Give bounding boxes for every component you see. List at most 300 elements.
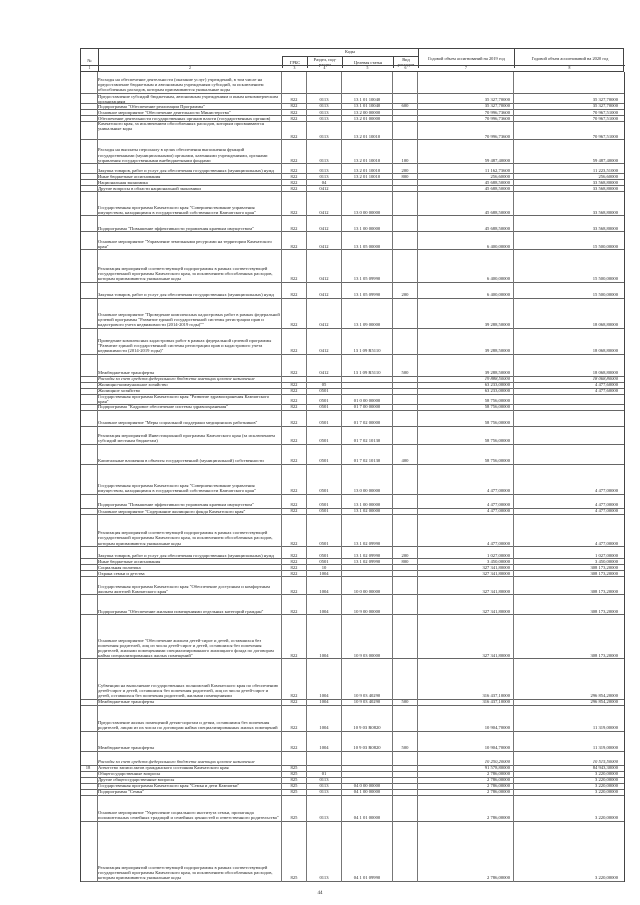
row-section: 0501: [319, 388, 329, 394]
row-grbs: 822: [290, 564, 298, 570]
column-divider: [281, 72, 282, 882]
row-amount-2019: 3 450,00000: [487, 558, 510, 564]
row-target-article: 13 1 00 00000: [353, 502, 381, 508]
row-amount-2019: 39 288,50000: [484, 370, 510, 376]
row-grbs: 822: [290, 692, 298, 698]
row-name: Предоставление жилых помещений детям-сиротам и детям, оставшимся без попечения родителей, лицам из их числа по договорам найма специализированных жилых помещений: [98, 719, 278, 731]
row-target-article: 13 1 05 00000: [353, 243, 381, 249]
row-name: Капитальные вложения в объекты государственной (муниципальной) собственности: [98, 458, 264, 464]
row-target-article: 04 0 00 00000: [353, 783, 381, 789]
row-amount-2019: 327 341,80000: [482, 652, 510, 658]
row-amount-2019: 256,60000: [490, 173, 510, 179]
column-divider: [306, 72, 307, 882]
table-row: [80, 577, 624, 595]
row-section: 0501: [319, 502, 329, 508]
row-amount-2020: 3 220,00000: [595, 789, 618, 795]
row-section: 0412: [319, 243, 329, 249]
row-amount-2020: 18 068,80000: [592, 370, 618, 376]
row-grbs: 822: [290, 382, 298, 388]
table-row: [80, 411, 624, 427]
row-section: 1004: [319, 570, 329, 576]
row-grbs: 822: [290, 173, 298, 179]
row-amount-2020: 308 173,20000: [590, 588, 618, 594]
row-grbs: 822: [290, 109, 298, 115]
row-amount-2019: 11 162,73600: [484, 167, 510, 173]
row-section: 0113: [319, 97, 329, 103]
row-amount-2020: 70 967,51000: [592, 133, 618, 139]
row-grbs: 825: [290, 815, 298, 821]
row-target-article: 13 1 05 09990: [353, 275, 381, 281]
row-name: Расходы на обеспечение деятельности (оказание услуг) учреждений, в том числе на предоставление бюджетным и автономным учреждениям субсидий, за исключением обособленных расходов, которым присваиваются уникальные коды: [98, 77, 264, 93]
row-section: 0412: [319, 322, 329, 328]
row-expense-type: 100: [401, 157, 409, 163]
row-name: Национальная экономика: [98, 179, 148, 185]
row-amount-2019: 35 327,70000: [484, 103, 510, 109]
row-amount-2020: 33 568,80000: [592, 225, 618, 231]
row-name: Государственная программа Камчатского края "Обеспечение доступным и комфортным жильем жителей Камчатского края": [98, 583, 270, 594]
row-name: Предоставление субсидий бюджетным, автономным учреждениям и иным некоммерческим организациям: [98, 93, 278, 104]
row-section: 1004: [319, 698, 329, 704]
row-section: 0113: [319, 783, 329, 789]
row-amount-2019: 6 400,00000: [487, 291, 510, 297]
row-amount-2019: 2 786,00000: [487, 789, 510, 795]
row-amount-2019: 45 688,50000: [484, 225, 510, 231]
row-grbs: 822: [290, 225, 298, 231]
row-section: 0113: [319, 167, 329, 173]
table-row: [80, 547, 624, 559]
row-grbs: 822: [290, 588, 298, 594]
row-amount-2020: 11 319,00000: [592, 725, 618, 731]
row-grbs: 822: [290, 488, 298, 494]
page-number: 44: [317, 891, 323, 896]
row-grbs: 822: [290, 438, 298, 444]
row-amount-2020: 4 477,00000: [595, 508, 618, 514]
row-amount-2019: 2 786,00000: [487, 771, 510, 777]
row-grbs: 825: [290, 789, 298, 795]
colnum-3: 3: [282, 65, 307, 71]
row-section: 0113: [319, 173, 329, 179]
row-amount-2019: 19 888,50000: [484, 376, 510, 382]
row-name: Межбюджетные трансферты: [98, 370, 155, 376]
row-target-article: 10 9 03 00000: [353, 652, 381, 658]
row-section: 0412: [319, 275, 329, 281]
row-name: Основное мероприятие "Обеспечение жильем детей-сирот и детей, оставшихся без попечения родителей, лиц из числа детей-сирот и детей, оставшихся без попечения родителей, жилыми помещениями специализированного жилищного фонда по договорам найма специализированных жилых помещений": [98, 637, 274, 658]
row-amount-2019: 58 756,00000: [484, 404, 510, 410]
row-section: 0501: [319, 508, 329, 514]
row-amount-2019: 2 786,00000: [487, 815, 510, 821]
row-amount-2020: 3 220,00000: [595, 783, 618, 789]
row-target-article: 13 0 00 00000: [353, 209, 381, 215]
row-section: 0113: [319, 103, 329, 109]
row-amount-2019: 63 233,00000: [484, 388, 510, 394]
table-row: [80, 299, 624, 329]
row-grbs: 822: [290, 243, 298, 249]
row-amount-2019: 10 904,70000: [484, 725, 510, 731]
row-amount-2020: 4 477,60000: [595, 388, 618, 394]
row-grbs: 822: [290, 115, 298, 121]
row-grbs: 822: [290, 570, 298, 576]
row-grbs: 825: [290, 771, 298, 777]
row-grbs: 822: [290, 167, 298, 173]
row-amount-2020: 11 319,00000: [592, 745, 618, 751]
row-amount-2019: 58 756,00000: [484, 438, 510, 444]
row-target-article: 10 9 03 R0820: [353, 745, 381, 751]
row-section: 0113: [319, 777, 329, 783]
row-section: 1004: [319, 692, 329, 698]
row-amount-2019: 4 477,00000: [487, 488, 510, 494]
row-expense-type: 200: [401, 291, 409, 297]
row-name: Закупка товаров, работ и услуг для обеспечения государственных (муниципальных) нужд: [98, 552, 274, 558]
row-name: Подпрограмма "Обеспечение реализации Программы": [98, 103, 206, 109]
row-section: 0412: [319, 348, 329, 354]
row-name: Реализация мероприятий соответствующей подпрограммы в рамках соответствующей государственной программы Камчатского края, за исключением обособленных расходов, которым присваиваются уникальные коды: [98, 865, 273, 881]
row-name: Подпрограмма "Обеспечение жилыми помещениями отдельных категорий граждан": [98, 608, 264, 614]
row-target-article: 01 7 02 10130: [353, 458, 381, 464]
colnum-2: 2: [98, 65, 282, 71]
row-amount-2019: 2 786,00000: [487, 875, 510, 881]
row-amount-2019: 327 341,80000: [482, 564, 510, 570]
row-amount-2019: 6 400,00000: [487, 275, 510, 281]
row-expense-type: 200: [401, 552, 409, 558]
header-target: Целевая статья: [342, 56, 393, 68]
row-target-article: 13 1 01 10040: [353, 103, 381, 109]
row-amount-2019: 316 437,10000: [482, 698, 510, 704]
row-section: 10: [321, 564, 327, 570]
row-amount-2019: 59 487,40000: [484, 157, 510, 163]
row-name: Социальная политика: [98, 564, 141, 570]
row-target-article: 13 1 01 10040: [353, 97, 381, 103]
row-name: Реализация мероприятий Инвестиционной программы Камчатского края (за исключением субсидий местным бюджетам): [98, 433, 275, 444]
table-row: [80, 250, 624, 282]
row-section: 0113: [319, 157, 329, 163]
header-plan-2019: Годовой объем ассигнований на 2019 год: [418, 49, 514, 68]
row-grbs: 825: [290, 783, 298, 789]
table-row: [80, 796, 624, 822]
row-grbs: 822: [290, 348, 298, 354]
row-grbs: 822: [290, 133, 298, 139]
row-amount-2020: 308 173,20000: [590, 564, 618, 570]
row-section: 1004: [319, 608, 329, 614]
row-amount-2020: 308 173,20000: [590, 570, 618, 576]
row-amount-2019: 70 996,73600: [484, 115, 510, 121]
row-target-article: 13 2 01 00000: [353, 115, 381, 121]
row-amount-2019: 45 688,50000: [484, 179, 510, 185]
row-name: Подпрограмма "Повышение эффективности управления краевым имуществом": [98, 502, 254, 508]
row-section: 0412: [319, 225, 329, 231]
row-target-article: 13 1 09 00000: [353, 322, 381, 328]
table-row: [80, 659, 624, 699]
row-grbs: 822: [290, 404, 298, 410]
row-section: 0412: [319, 370, 329, 376]
row-grbs: 825: [290, 875, 298, 881]
row-amount-2020: 35 327,70000: [592, 103, 618, 109]
header-section: Раздел, под-раздел: [307, 56, 342, 68]
row-section: 0501: [319, 488, 329, 494]
row-name: Агентство записи актов гражданского состояния Камчатского края: [98, 765, 229, 771]
table-row: [80, 283, 624, 299]
row-amount-2019: 39 288,50000: [484, 322, 510, 328]
colnum-7: 7: [418, 65, 514, 71]
row-target-article: 04 1 01 00000: [353, 815, 381, 821]
row-amount-2020: 296 854,20000: [590, 698, 618, 704]
row-name: Основное мероприятие "Управление земельными ресурсами на территории Камчатского края": [98, 238, 272, 249]
row-name: Межбюджетные трансферты: [98, 745, 155, 751]
row-grbs: 822: [290, 291, 298, 297]
row-grbs: 822: [290, 508, 298, 514]
row-grbs: 822: [290, 540, 298, 546]
table-row: [80, 732, 624, 752]
colnum-6: 6: [393, 65, 418, 71]
table-border: [624, 72, 625, 882]
header-codes: Коды: [282, 49, 418, 57]
row-target-article: 10 9 03 R0820: [353, 725, 381, 731]
row-amount-2020: 308 173,20000: [590, 652, 618, 658]
row-amount-2020: 10 515,50000: [592, 759, 618, 765]
row-amount-2020: 3 220,00000: [595, 771, 618, 777]
row-amount-2019: 70 996,73600: [484, 133, 510, 139]
row-name: Основное мероприятие "Обеспечение деятельности Министерства": [98, 109, 231, 115]
row-amount-2019: 1 027,00000: [487, 552, 510, 558]
row-amount-2019: 316 437,10000: [482, 692, 510, 698]
row-name: Государственная программа Камчатского края "Семья и дети Камчатки": [98, 783, 240, 789]
row-section: 0113: [319, 875, 329, 881]
row-name: Государственная программа Камчатского края "Развитие здравоохранения Камчатского края": [98, 394, 270, 405]
row-grbs: 822: [290, 552, 298, 558]
row-grbs: 822: [290, 502, 298, 508]
row-name: Основное мероприятие "Меры социальной поддержки медицинских работников": [98, 420, 258, 426]
header-grbs: ГРБС: [282, 56, 307, 68]
row-name: Обеспечение деятельности государственных органов власти (государственных органов) Камчатского края, за исключением обособленных расходов, которым присваиваются уникальные коды: [98, 115, 271, 131]
row-target-article: 13 2 01 10010: [353, 157, 381, 163]
table-row: [80, 192, 624, 216]
table-row: [80, 706, 624, 732]
header-exptype: Вид расходов: [393, 56, 418, 68]
row-name: Реализация мероприятий соответствующей подпрограммы в рамках соответствующей государственной программы Камчатского края, за исключением обособленных расходов, которым присваиваются уникальные коды: [98, 530, 273, 546]
table-border: [80, 72, 81, 882]
row-expense-type: 500: [401, 370, 409, 376]
row-section: 0113: [319, 815, 329, 821]
row-grbs: 822: [290, 458, 298, 464]
row-amount-2020: 308 173,20000: [590, 608, 618, 614]
row-target-article: 13 1 02 09990: [353, 552, 381, 558]
row-amount-2019: 4 477,00000: [487, 508, 510, 514]
row-amount-2020: 84 943,30000: [592, 765, 618, 771]
row-name: Реализация мероприятий соответствующей подпрограммы в рамках соответствующей государственной программы Камчатского края, за исключением обособленных расходов, которым присваиваются уникальные коды: [98, 265, 273, 281]
row-amount-2020: 3 450,00000: [595, 558, 618, 564]
row-grbs: 822: [290, 370, 298, 376]
row-target-article: 04 1 01 09990: [353, 875, 381, 881]
row-amount-2020: 33 568,80000: [592, 209, 618, 215]
row-amount-2020: 3 220,00000: [595, 875, 618, 881]
row-amount-2020: 18 068,80000: [592, 348, 618, 354]
row-target-article: 13 2 01 10010: [353, 167, 381, 173]
colnum-4: 4: [307, 65, 342, 71]
row-amount-2019: 58 756,00000: [484, 458, 510, 464]
row-grbs: 822: [290, 398, 298, 404]
row-section: 1004: [319, 588, 329, 594]
table-row: [80, 427, 624, 445]
row-expense-type: 500: [401, 745, 409, 751]
colnum-5: 5: [342, 65, 393, 71]
row-amount-2019: 58 756,00000: [484, 420, 510, 426]
row-section: 0113: [319, 115, 329, 121]
row-section: 0113: [319, 789, 329, 795]
table-row: [80, 822, 624, 882]
row-section: 0412: [319, 291, 329, 297]
row-amount-2019: 45 688,50000: [484, 185, 510, 191]
table-row: [80, 355, 624, 377]
row-target-article: 13 1 09 R5110: [353, 370, 381, 376]
row-amount-2019: 327 341,80000: [482, 588, 510, 594]
table-row: [80, 329, 624, 355]
row-target-article: 13 2 01 10010: [353, 133, 381, 139]
row-grbs: 822: [290, 275, 298, 281]
table-row: [80, 122, 624, 140]
row-target-article: 13 2 01 10010: [353, 173, 381, 179]
row-name: Основное мероприятие "Проведение комплексных кадастровых работ в рамках федеральной целевой программы "Развитие единой государственной системы регистрации прав и кадастрового учета недвижимости (2014-2019 годы)"": [98, 311, 280, 328]
row-amount-2020: 3 220,00000: [595, 777, 618, 783]
row-target-article: 13 1 00 00000: [353, 225, 381, 231]
row-name: Охрана семьи и детства: [98, 570, 145, 576]
column-divider: [417, 72, 418, 882]
colnum-1: 1: [81, 65, 98, 71]
row-grbs: 825: [290, 777, 298, 783]
row-name: Закупка товаров, работ и услуг для обеспечения государственных (муниципальных) нужд: [98, 167, 274, 173]
row-amount-2019: 4 477,00000: [487, 502, 510, 508]
table-row: [80, 615, 624, 659]
row-amount-2019: 6 400,00000: [487, 243, 510, 249]
column-divider: [513, 72, 514, 882]
row-grbs: 822: [290, 97, 298, 103]
row-grbs: 822: [290, 388, 298, 394]
row-target-article: 01 7 02 10130: [353, 438, 381, 444]
row-target-article: 13 1 02 00000: [353, 508, 381, 514]
row-name: Межбюджетные трансферты: [98, 699, 155, 705]
row-amount-2020: 1 027,00000: [595, 552, 618, 558]
row-section: 0412: [319, 209, 329, 215]
row-section: 01: [321, 771, 327, 777]
row-amount-2020: 4 477,00000: [595, 540, 618, 546]
row-grbs: 822: [290, 558, 298, 564]
row-name: Проведение комплексных кадастровых работ в рамках федеральной целевой программы "Развитие единой государственной системы регистрации прав и кадастрового учета недвижимости (2014-2019 годы)": [98, 337, 272, 354]
row-amount-2020: 4 477,00000: [595, 502, 618, 508]
row-amount-2019: 70 996,73600: [484, 109, 510, 115]
row-name: Жилищное хозяйство: [98, 388, 141, 394]
row-section: 0501: [319, 558, 329, 564]
row-name: Расходы на выплаты персоналу в целях обеспечения выполнения функций государственными (муниципальными) органами, казенными учреждениями, органами управления государственными внебюджетными фондами: [98, 147, 268, 163]
row-section: 0501: [319, 398, 329, 404]
table-row: [80, 495, 624, 509]
table-row: [80, 232, 624, 250]
row-name: Подпрограмма "Кадровое обеспечение системы здравоохранения": [98, 404, 228, 410]
column-divider: [392, 72, 393, 882]
table-row: [80, 72, 624, 94]
row-name: Другие общегосударственные вопросы: [98, 777, 175, 783]
row-expense-type: 800: [401, 173, 409, 179]
row-target-article: 10 9 03 40290: [353, 698, 381, 704]
row-grbs: 822: [290, 157, 298, 163]
header-num: №: [87, 57, 92, 63]
row-name: Субвенции на выполнение государственных полномочий Камчатского края по обеспечению детей-сирот и детей, оставшихся без попечения родителей, лиц из числа детей-сирот и детей, оставшихся без попечения родителей, жилыми помещениями: [98, 682, 279, 698]
row-amount-2019: 10 904,70000: [484, 745, 510, 751]
row-section: 1004: [319, 745, 329, 751]
row-target-article: 10 0 00 00000: [353, 588, 381, 594]
row-amount-2019: 327 341,80000: [482, 570, 510, 576]
table-row: [80, 445, 624, 465]
row-amount-2019: 2 786,00000: [487, 777, 510, 783]
row-name: Другие вопросы в области национальной экономики: [98, 185, 201, 191]
row-section: 1004: [319, 725, 329, 731]
row-amount-2020: 15 500,00000: [592, 291, 618, 297]
row-name: Основное мероприятие "Содержание жилищного фонда Камчатского края": [98, 508, 246, 514]
row-name: Закупка товаров, работ и услуг для обеспечения государственных (муниципальных) нужд: [98, 291, 274, 297]
row-amount-2020: 70 967,51000: [592, 115, 618, 121]
table-row: [80, 752, 624, 766]
row-section: 0501: [319, 540, 329, 546]
budget-table: [80, 48, 624, 882]
row-name: Иные бюджетные ассигнования: [98, 173, 161, 179]
table-row: [80, 465, 624, 495]
row-amount-2020: 35 327,70000: [592, 97, 618, 103]
row-target-article: 13 1 05 09990: [353, 291, 381, 297]
column-divider: [97, 72, 98, 882]
table-row: [80, 216, 624, 232]
row-grbs: 822: [290, 608, 298, 614]
row-section: 0501: [319, 438, 329, 444]
row-number: 18: [85, 765, 91, 771]
row-section: 0501: [319, 552, 329, 558]
row-grbs: 822: [290, 322, 298, 328]
row-grbs: 822: [290, 209, 298, 215]
row-target-article: 01 7 02 00000: [353, 420, 381, 426]
row-section: 0501: [319, 420, 329, 426]
row-section: 04: [321, 179, 327, 185]
row-amount-2020: 59 487,40000: [592, 157, 618, 163]
row-target-article: 13 2 00 00000: [353, 109, 381, 115]
row-target-article: 01 0 00 00000: [353, 398, 381, 404]
row-amount-2019: 10 250,20000: [484, 759, 510, 765]
row-amount-2020: 15 500,00000: [592, 275, 618, 281]
row-name: Расходы за счет средств федерального бюджета имеющих целевое назначение: [98, 376, 255, 382]
row-section: 0113: [319, 133, 329, 139]
row-target-article: 10 9 03 40290: [353, 692, 381, 698]
table-row: [80, 140, 624, 164]
row-expense-type: 500: [401, 698, 409, 704]
row-amount-2019: 2 786,00000: [487, 783, 510, 789]
row-amount-2019: 58 756,00000: [484, 398, 510, 404]
row-section: 0501: [319, 458, 329, 464]
row-name: Подпрограмма "Повышение эффективности управления краевым имуществом": [98, 225, 254, 231]
table-row: [80, 595, 624, 615]
row-target-article: 04 1 00 00000: [353, 789, 381, 795]
row-section: 0113: [319, 109, 329, 115]
row-amount-2020: 33 568,80000: [592, 185, 618, 191]
row-amount-2019: 327 341,80000: [482, 608, 510, 614]
table-header: [80, 48, 624, 72]
row-target-article: 13 0 00 00000: [353, 488, 381, 494]
row-expense-type: 800: [401, 558, 409, 564]
row-name: Основное мероприятие "Укрепление социального института семьи, пропаганда положительных семейных традиций и семейных ценностей и ответственного родительства": [98, 810, 279, 821]
row-name: Общегосударственные вопросы: [98, 771, 161, 777]
table-row: [80, 515, 624, 547]
colnum-8: 8: [514, 65, 625, 71]
column-divider: [341, 72, 342, 882]
row-grbs: 822: [290, 179, 298, 185]
row-section: 0412: [319, 185, 329, 191]
row-grbs: 822: [290, 185, 298, 191]
row-amount-2020: 296 854,20000: [590, 692, 618, 698]
row-amount-2020: 33 568,80000: [592, 179, 618, 185]
